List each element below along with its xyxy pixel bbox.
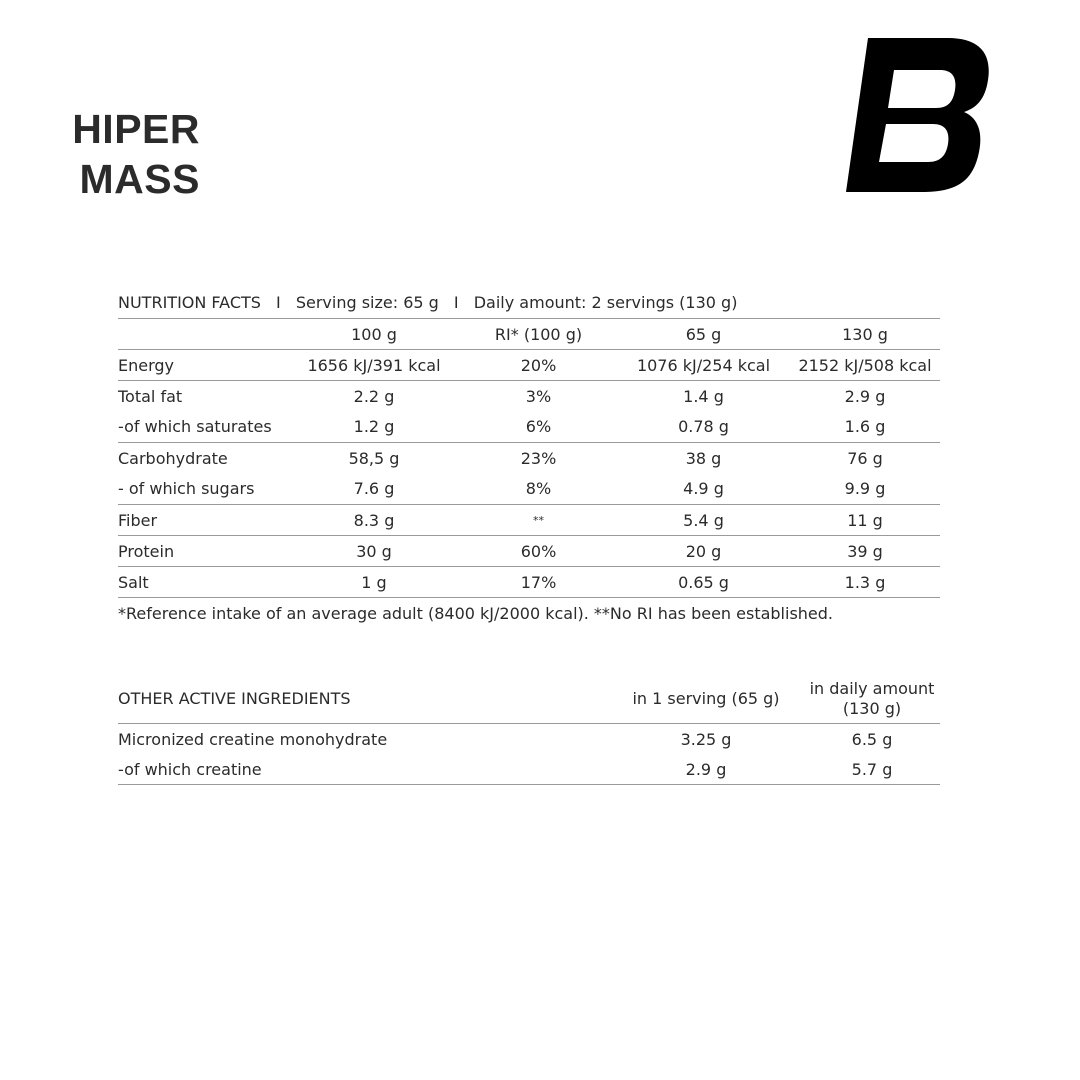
table-row xyxy=(118,443,940,474)
column-header-nutrient xyxy=(118,319,288,350)
value-130g: 2.9 g xyxy=(790,381,940,412)
product-title-line1: HIPER xyxy=(72,106,200,152)
value-65g: 20 g xyxy=(617,536,790,567)
nutrient-label: -of which saturates xyxy=(118,417,272,437)
value-130g: 1.3 g xyxy=(790,567,940,598)
table-row xyxy=(118,412,940,443)
reference-footnote: *Reference intake of an average adult (8400 kJ/2000 kcal). **No RI has been established. xyxy=(118,604,833,623)
other-ingredients-table xyxy=(118,674,940,785)
value-100g: 7.6 g xyxy=(353,479,395,499)
value-130g: 2152 kJ/508 kcal xyxy=(798,355,932,375)
value-ri: 3% xyxy=(460,381,617,412)
value-100g: 58,5 g xyxy=(288,443,460,474)
value-130g: 1.6 g xyxy=(844,417,886,437)
value-ri: 20% xyxy=(520,355,557,375)
value-serving: 3.25 g xyxy=(680,729,732,749)
nutrient-label: Carbohydrate xyxy=(118,443,288,474)
value-65g: 38 g xyxy=(617,443,790,474)
column-header-daily: in daily amount (130 g) xyxy=(804,674,940,724)
nutrition-table-header xyxy=(118,319,940,350)
value-100g: 30 g xyxy=(288,536,460,567)
value-130g: 76 g xyxy=(790,443,940,474)
ingredient-label: -of which creatine xyxy=(118,754,608,785)
table-row xyxy=(118,567,940,598)
value-65g: 5.4 g xyxy=(617,505,790,536)
table-row xyxy=(118,381,940,412)
nutrition-facts-title: NUTRITION FACTS xyxy=(118,293,261,312)
value-100g: 1656 kJ/391 kcal xyxy=(307,355,441,375)
daily-amount: Daily amount: 2 servings (130 g) xyxy=(473,293,738,312)
value-ri: 6% xyxy=(525,417,552,437)
value-daily: 5.7 g xyxy=(804,754,940,785)
table-row xyxy=(118,350,940,381)
value-100g: 1 g xyxy=(288,567,460,598)
nutrition-table xyxy=(118,318,940,598)
table-row xyxy=(118,724,940,755)
value-100g: 8.3 g xyxy=(288,505,460,536)
other-ingredients-title: OTHER ACTIVE INGREDIENTS xyxy=(118,674,608,724)
value-100g: 2.2 g xyxy=(288,381,460,412)
column-header-130g: 130 g xyxy=(790,319,940,350)
value-ri: ** xyxy=(460,505,617,536)
value-65g: 1076 kJ/254 kcal xyxy=(636,355,771,375)
table-row xyxy=(118,474,940,505)
value-130g: 39 g xyxy=(790,536,940,567)
column-header-65g: 65 g xyxy=(617,319,790,350)
value-ri: 8% xyxy=(525,479,552,499)
value-ri: 17% xyxy=(460,567,617,598)
value-130g: 11 g xyxy=(790,505,940,536)
ingredient-label: Micronized creatine monohydrate xyxy=(118,729,388,749)
value-130g: 9.9 g xyxy=(844,479,886,499)
value-65g: 0.78 g xyxy=(678,417,729,437)
nutrient-label: Total fat xyxy=(118,381,288,412)
column-header-100g: 100 g xyxy=(288,319,460,350)
nutrient-label: Protein xyxy=(118,536,288,567)
nutrition-facts-header xyxy=(118,290,940,318)
column-header-ri: RI* (100 g) xyxy=(460,319,617,350)
table-row xyxy=(118,505,940,536)
table-row xyxy=(118,754,940,785)
value-100g: 1.2 g xyxy=(353,417,395,437)
nutrient-label: Salt xyxy=(118,567,288,598)
product-title-line2: MASS xyxy=(79,156,200,202)
nutrient-label: - of which sugars xyxy=(118,479,255,499)
nutrient-label: Fiber xyxy=(118,505,288,536)
nutrient-label: Energy xyxy=(118,355,175,375)
brand-b-logo-icon xyxy=(840,34,994,196)
serving-size: Serving size: 65 g xyxy=(295,293,439,312)
value-daily: 6.5 g xyxy=(851,729,893,749)
value-serving: 2.9 g xyxy=(608,754,804,785)
value-ri: 23% xyxy=(460,443,617,474)
header-separator: I xyxy=(453,293,459,312)
table-row xyxy=(118,536,940,567)
value-65g: 4.9 g xyxy=(683,479,724,499)
other-ingredients-header xyxy=(118,674,940,724)
value-65g: 1.4 g xyxy=(617,381,790,412)
value-65g: 0.65 g xyxy=(617,567,790,598)
header-separator: I xyxy=(276,293,281,312)
value-ri: 60% xyxy=(460,536,617,567)
product-title xyxy=(68,104,200,204)
column-header-serving: in 1 serving (65 g) xyxy=(608,674,804,724)
